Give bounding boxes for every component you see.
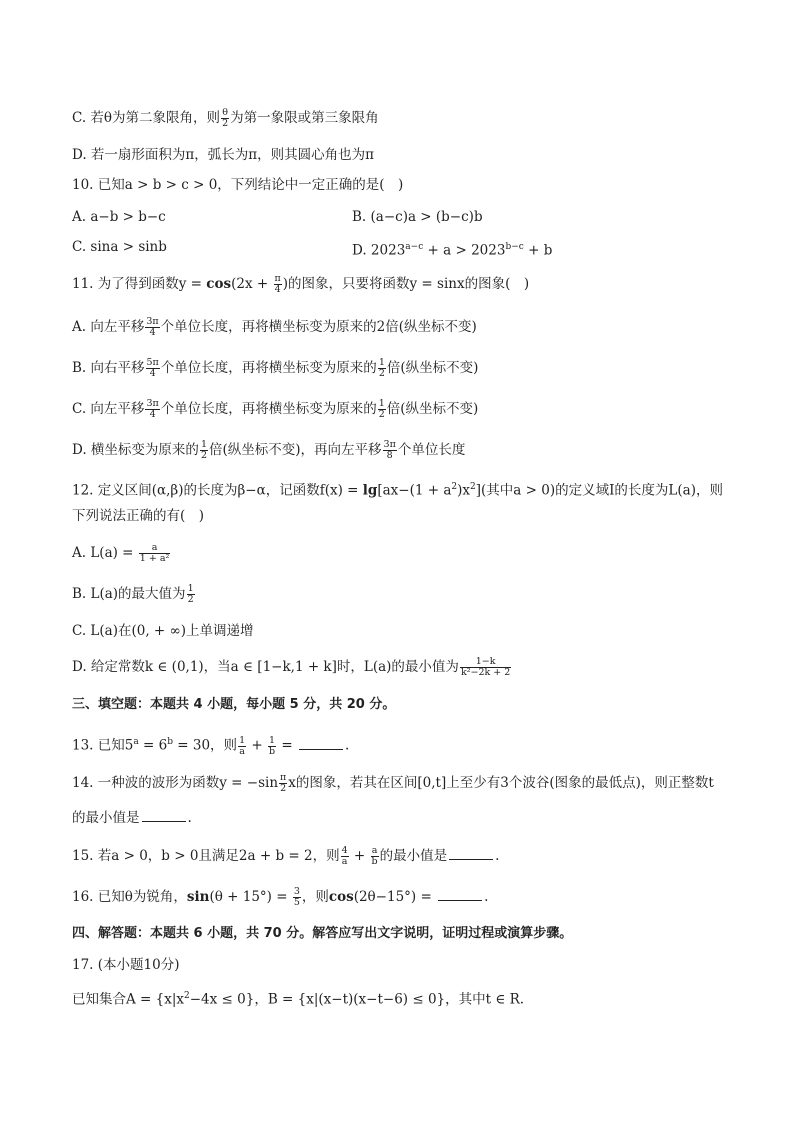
fraction: $\frac{1}{a}$ bbox=[239, 734, 246, 757]
q9-option-c: C. 若θ为第二象限角，则 $\frac{\theta}{2}$ 为第一象限或第三象限角 bbox=[72, 107, 379, 129]
fraction: $\frac{5\pi}{4}$ bbox=[146, 357, 159, 379]
fraction: $\frac{\pi}{4}$ bbox=[274, 273, 281, 295]
fraction: $\frac{1}{2}$ bbox=[187, 583, 194, 605]
fraction: $\frac{3\pi}{4}$ bbox=[146, 316, 159, 338]
fraction: $\frac{\theta}{2}$ bbox=[222, 107, 229, 129]
q10-option-d: D. $2023^{a-c} + a > 2023^{b-c} + b$ bbox=[352, 242, 553, 259]
fraction: $\frac{4}{a}$ bbox=[341, 845, 348, 867]
q10-stem: 10. 已知a > b > c > 0，下列结论中一定正确的是( ) bbox=[72, 177, 404, 193]
q17-heading: 17. (本小题10分) bbox=[72, 957, 180, 973]
fraction: $\frac{a}{b}$ bbox=[371, 845, 378, 867]
section-3-heading: 三、填空题：本题共 4 小题，每小题 5 分，共 20 分。 bbox=[72, 697, 396, 712]
q11-option-b: B. 向右平移 $\frac{5\pi}{4}$ 个单位长度，再将横坐标变为原来的 $\frac{1}{2}$ 倍(纵坐标不变) bbox=[72, 357, 479, 379]
q10-option-a: A. a−b > b−c bbox=[72, 209, 166, 225]
q12-option-d: D. 给定常数k ∈ (0,1)，当a ∈ [1−k,1 + k]时，L(a)的最小值为 $\frac{1-k}{\text{k²−2k + 2}}$ bbox=[72, 656, 511, 678]
q9-option-d: D. 若一扇形面积为π，弧长为π，则其圆心角也为π bbox=[72, 147, 375, 163]
q17-body: 已知集合$A = \{x|x^2-4x \le 0\}$，B = {x|(x−t)(x−t−6) ≤ 0}，其中t ∈ R. bbox=[72, 991, 525, 1008]
fraction: $\frac{1}{b}$ bbox=[269, 734, 276, 757]
fraction: $\frac{a}{\text{1 + a²}}$ bbox=[139, 542, 170, 564]
fraction: $\frac{3\pi}{4}$ bbox=[146, 398, 159, 420]
answer-blank[interactable] bbox=[142, 809, 186, 822]
answer-blank[interactable] bbox=[438, 888, 482, 901]
fraction: $\frac{1-k}{\text{k²−2k + 2}}$ bbox=[460, 656, 511, 678]
q12-option-c: C. L(a)在(0, + ∞)上单调递增 bbox=[72, 623, 254, 639]
answer-blank[interactable] bbox=[449, 847, 493, 860]
q16: 16. 已知θ为锐角，sin(θ + 15°) = $\frac{3}{5}$ ，则cos(2θ−15°) = . bbox=[72, 886, 489, 908]
q12-stem-line1: 12. 定义区间(α,β)的长度为β−α，记函数$f(x) = \lg[ax-(1 + a^2)x^2]$(其中a > 0)的定义域I的长度为L(a)，则 bbox=[72, 482, 723, 499]
q11-stem: 11. 为了得到函数y = cos(2x + $\frac{\pi}{4}$ )的图象，只要将函数y = sinx的图象( ) bbox=[72, 273, 530, 295]
answer-blank[interactable] bbox=[299, 737, 343, 750]
q15: 15. 若a > 0，b > 0且满足2a + b = 2，则 $\frac{4}{a}$ + $\frac{a}{b}$ 的最小值是 . bbox=[72, 845, 500, 867]
q11-option-a: A. 向左平移 $\frac{3\pi}{4}$ 个单位长度，再将横坐标变为原来的2倍(纵坐标不变) bbox=[72, 316, 477, 338]
q13: 13. 已知$5^a = 6^b = 30$，则 $\frac{1}{a}$ + $\frac{1}{b}$ = . bbox=[72, 734, 350, 757]
q10-option-b: B. (a−c)a > (b−c)b bbox=[352, 209, 483, 225]
fraction: $\frac{3}{5}$ bbox=[293, 886, 300, 908]
q12-option-a: A. L(a) = $\frac{a}{\text{1 + a²}}$ bbox=[72, 542, 170, 564]
q11-option-d: D. 横坐标变为原来的 $\frac{1}{2}$ 倍(纵坐标不变)，再向左平移 $\frac{3\pi}{8}$ 个单位长度 bbox=[72, 439, 466, 461]
q12-option-b: B. L(a)的最大值为 $\frac{1}{2}$ bbox=[72, 583, 194, 605]
section-4-heading: 四、解答题：本题共 6 小题，共 70 分。解答应写出文字说明，证明过程或演算步骤。 bbox=[72, 926, 573, 941]
q14-line2: 的最小值是 . bbox=[72, 810, 192, 826]
q11-option-c: C. 向左平移 $\frac{3\pi}{4}$ 个单位长度，再将横坐标变为原来的 $\frac{1}{2}$ 倍(纵坐标不变) bbox=[72, 398, 479, 420]
fraction: $\frac{1}{2}$ bbox=[378, 398, 385, 420]
q12-stem-line2: 下列说法正确的有( ) bbox=[72, 508, 205, 524]
q14-line1: 14. 一种波的波形为函数y = −sin $\frac{\pi}{2}$ x的图象，若其在区间[0,t]上至少有3个波谷(图象的最低点)，则正整数t bbox=[72, 772, 714, 794]
q10-option-c: C. sina > sinb bbox=[72, 239, 167, 255]
fraction: $\frac{3\pi}{8}$ bbox=[383, 439, 396, 461]
fraction: $\frac{1}{2}$ bbox=[200, 439, 207, 461]
fraction: $\frac{\pi}{2}$ bbox=[280, 772, 287, 794]
fraction: $\frac{1}{2}$ bbox=[378, 357, 385, 379]
